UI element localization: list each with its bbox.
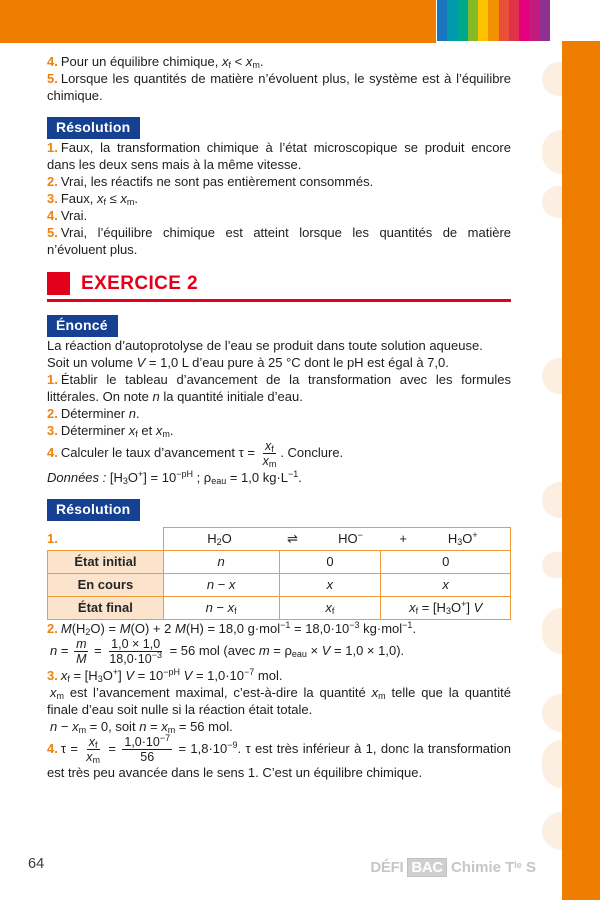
stripe (509, 0, 519, 41)
solution-step-3 (47, 667, 511, 684)
item-number: 2. (47, 620, 58, 636)
item-number: 1. (47, 140, 58, 155)
right-orange-border (562, 41, 600, 900)
stripe (437, 0, 447, 41)
table-cell: $x_f = [H_3O^+]$ V (381, 596, 511, 619)
item-text: Vrai. (60, 208, 88, 223)
stripe (529, 0, 539, 41)
stripe (519, 0, 529, 41)
brand-series: Chimie $T^{le}$ S (450, 859, 536, 876)
item-number: 5. (47, 225, 58, 240)
solution-step-2b (47, 637, 511, 667)
equation-species: $H_2O$ (207, 531, 232, 548)
item-text: Établir le tableau d’avancement de la transformation avec les formules littérales. On note n la quantité initiale d’eau. (47, 372, 511, 404)
solution-step-3c (47, 718, 511, 735)
equilibrium-arrows-icon: ⇌ (287, 531, 299, 547)
item-number: 3. (47, 423, 58, 438)
item-number: 3. (47, 191, 58, 206)
item-number: 4. (47, 208, 58, 223)
item-text: Faux, $x_f \le x_m$. (60, 191, 138, 207)
advancement-table-section (47, 527, 511, 620)
row-label: État initial (48, 550, 164, 573)
enonce-question-1 (47, 371, 511, 405)
page-content (47, 53, 511, 781)
table-row (48, 596, 511, 619)
red-square-icon (47, 272, 70, 295)
table-row (48, 550, 511, 573)
item-text: n = $\frac{m}{M}$ = $\frac{1,0 \times 1,0}{18,0\cdot 10^{-3}}$ = 56 mol (avec $m = \rho_{eau} \times V = 1,0 \times 1,0$). (50, 636, 405, 667)
stripe (458, 0, 468, 41)
item-number: 2. (47, 406, 58, 421)
enonce-question-4 (47, 439, 511, 469)
table-cell: x (381, 573, 511, 596)
table-cell: 0 (381, 550, 511, 573)
enonce-question-3 (47, 422, 511, 439)
table-row (48, 573, 511, 596)
item-text: τ = $\frac{x_f}{x_m}$ = $\frac{1,0\cdot 10^{-7}}{56}$ = $1,8\cdot 10^{-9}$. τ est très inférieur à 1, donc la transformation est très peu avancée dans le sens 1. C’est un équilibre chimique. (47, 732, 511, 781)
table-row (48, 527, 511, 550)
row-label: État final (48, 596, 164, 619)
advancement-table (47, 527, 511, 620)
item-number: 1. (47, 372, 58, 387)
equation-species: $H_3O^+$ (447, 530, 478, 548)
stripe (478, 0, 488, 41)
stripe (540, 0, 550, 41)
top-orange-band (0, 0, 436, 43)
stripe (447, 0, 457, 41)
resolution1-item-3 (47, 190, 511, 207)
item-number: 3. (47, 667, 58, 683)
item-number: 4. (47, 445, 58, 461)
table-cell: 0 (279, 550, 381, 573)
item-number: 4. (47, 740, 58, 756)
solution-step-2 (47, 620, 511, 637)
item-text: Calculer le taux d’avancement τ = $\frac{x_f}{x_m}$ . Conclure. (60, 439, 344, 470)
resolution1-item-2 (47, 173, 511, 190)
table-cell: $x_f$ (279, 596, 381, 619)
solution-step-4 (47, 732, 511, 782)
brand-logo (370, 858, 536, 877)
equation-header-cell (163, 527, 510, 550)
question-item-4 (47, 53, 511, 70)
item-text: Déterminer n. (60, 406, 140, 421)
enonce-intro-2: Soit un volume V = 1,0 L d’eau pure à 25 °C dont le pH est égal à 7,0. (47, 355, 449, 370)
table-cell: $n - x_f$ (163, 596, 279, 619)
enonce-intro-1: La réaction d’autoprotolyse de l’eau se produit dans toute solution aqueuse. (47, 338, 483, 353)
item-text: $x_f = [H_3O^+] V = 10^{-pH}$ $V = 1,0\cdot 10^{-7}$ mol. (60, 666, 283, 684)
resolution-badge: Résolution (47, 499, 140, 521)
table-cell: n (163, 550, 279, 573)
resolution1-item-5 (47, 224, 511, 258)
item-number: 4. (47, 54, 58, 69)
donnees-line: Données : $[H_3O^+] = 10^{-pH}$ ; $\rho_{eau} = 1,0$ $kg\cdot L^{-1}$. (47, 468, 302, 486)
exercise-heading (47, 272, 511, 302)
brand-bac-box: BAC (407, 858, 447, 877)
stripe (488, 0, 498, 41)
item-text: $n - x_m = 0$, soit $n = x_m = 56$ mol. (50, 718, 233, 735)
item-text: Déterminer $x_f$ et $x_m$. (60, 423, 174, 439)
exercise-title: EXERCICE 2 (81, 273, 198, 294)
resolution-badge: Résolution (47, 117, 140, 139)
item-text: Pour un équilibre chimique, $x_f < x_m$. (60, 54, 264, 70)
stripe (468, 0, 478, 41)
item-text: $M(H_2O) = M(O) + 2$ M(H) = 18,0 $g\cdot mol^{-1} = 18,0\cdot 10^{-3}$ kg·mol$^{-1}$. (60, 619, 417, 637)
equation-species: HO− (338, 530, 363, 547)
plus-sign: + (399, 531, 407, 547)
resolution1-item-1 (47, 139, 511, 173)
question-item-5 (47, 70, 511, 104)
brand-defi: DÉFI (370, 859, 404, 876)
table-cell: x (279, 573, 381, 596)
resolution1-item-4 (47, 207, 511, 224)
enonce-badge: Énoncé (47, 315, 118, 337)
item-text: Faux, la transformation chimique à l’état microscopique se produit encore dans les deux sens mais à la même vitesse. (47, 140, 511, 172)
item-number: 2. (47, 174, 58, 189)
item-number: 5. (47, 71, 58, 86)
solution-step-3b (47, 684, 511, 718)
page-number: 64 (28, 856, 45, 872)
solution-step-number: 1. (47, 530, 58, 546)
table-cell: n − x (163, 573, 279, 596)
item-text: Vrai, les réactifs ne sont pas entièrement consommés. (60, 174, 374, 189)
empty-corner-cell (48, 527, 164, 550)
row-label: En cours (48, 573, 164, 596)
item-text: Lorsque les quantités de matière n’évoluent plus, le système est à l’équilibre chimique. (47, 71, 511, 103)
stripe (499, 0, 509, 41)
rainbow-stripes (437, 0, 550, 41)
enonce-question-2 (47, 405, 511, 422)
item-text: $x_m$ est l’avancement maximal, c’est-à-dire la quantité $x_m$ telle que la quantité finale d’eau soit nulle si la réaction était totale. (47, 684, 511, 717)
item-text: Vrai, l’équilibre chimique est atteint lorsque les quantités de matière n’évoluent plus. (47, 225, 511, 257)
